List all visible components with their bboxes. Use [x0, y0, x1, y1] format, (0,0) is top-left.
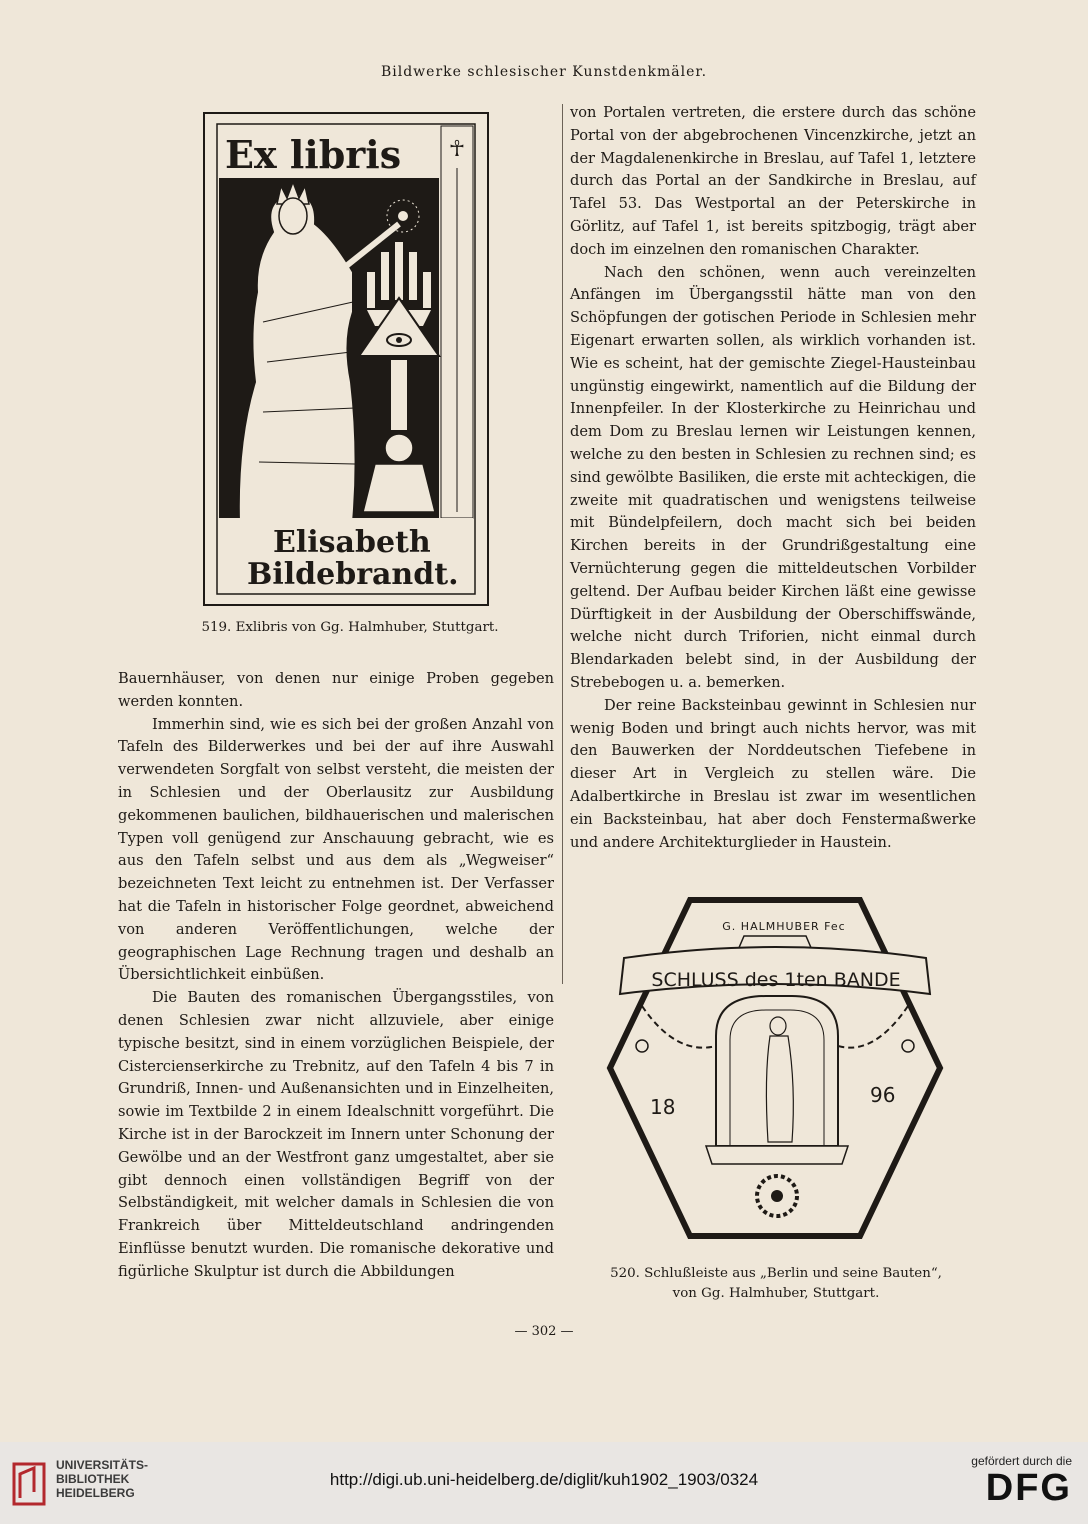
- library-name: UNIVERSITÄTS- BIBLIOTHEK HEIDELBERG: [56, 1458, 149, 1500]
- exlibris-heading: Ex libris: [225, 132, 402, 177]
- artist-signature: G. HALMHUBER Fec: [722, 920, 846, 933]
- exlibris-name-line2: Bildebrandt.: [247, 557, 459, 592]
- year-left: 18: [650, 1095, 676, 1119]
- caption-519: 519. Exlibris von Gg. Halmhuber, Stuttgart.: [201, 620, 499, 635]
- caption-520-line1: 520. Schlußleiste aus „Berlin und seine Bauten“,: [610, 1266, 942, 1281]
- right-paragraph-3: Der reine Backsteinbau gewinnt in Schlesien nur wenig Boden und bringt auch nichts hervor, was mit den Bauwerken der Norddeutschen Tiefebene in dieser Art in Vergleich zu stellen wäre. Die Adalbertkirche in Breslau ist zwar im wesentlichen ein Backsteinbau, hat aber doch Fenstermaßwerke und andere Architekturglieder in Haustein.: [570, 696, 976, 851]
- digital-library-footer: [0, 1442, 1088, 1524]
- source-url-link[interactable]: http://digi.ub.uni-heidelberg.de/diglit/kuh1902_1903/0324: [329, 1470, 759, 1489]
- right-paragraph-1: von Portalen vertreten, die erstere durch das schöne Portal von der abgebrochenen Vincenzkirche, jetzt an der Magdalenenkirche in Breslau, auf Tafel 1, letztere durch das Portal an der Sandkirche in Breslau, auf Tafel 53. Das Westportal an der Peterskirche in Görlitz, auf Tafel 1, ist bereits spitzbogig, trägt aber doch im einzelnen den romanischen Charakter.: [570, 104, 976, 258]
- dfg-logo: DFG: [985, 1467, 1072, 1509]
- left-paragraph-2: Immerhin sind, wie es sich bei der großen Anzahl von Tafeln des Bilderwerkes und bei der auf ihre Auswahl verwendeten Sorgfalt von selbst versteht, die meisten der in Schlesien und der Oberlausitz zur Ausbildung gekommenen baulichen, bildhauerischen und malerischen Typen voll genügend zur Anschauung gebracht, wie es aus den Tafeln selbst und aus dem als „Wegweiser“ bezeichneten Text leicht zu entnehmen ist. Der Verfasser hat die Tafeln in historischer Folge geordnet, abweichend von anderen Veröffentlichungen, welche der geographischen Lage Rechnung tragen und deshalb an Übersichtlichkeit einbüßen.: [118, 715, 554, 984]
- caption-520-line2: von Gg. Halmhuber, Stuttgart.: [672, 1286, 880, 1301]
- year-right: 96: [870, 1083, 896, 1107]
- left-paragraph-1: Bauernhäuser, von denen nur einige Proben gegeben werden konnten.: [118, 670, 554, 710]
- left-column: [118, 668, 554, 1284]
- column-rule: [562, 104, 563, 984]
- funder-text: gefördert durch die: [971, 1454, 1072, 1468]
- page-number: — 302 —: [514, 1324, 574, 1339]
- exlibris-woodcut: [203, 112, 489, 606]
- schlussleiste-drawing: [606, 896, 944, 1240]
- exlibris-name-line1: Elisabeth: [273, 525, 431, 560]
- figure-519-exlibris: [203, 112, 489, 606]
- right-column: [570, 102, 976, 854]
- svg-text:☥: ☥: [448, 137, 466, 162]
- right-paragraph-2: Nach den schönen, wenn auch vereinzelten Anfängen im Übergangsstil hätte man von den Schöpfungen der gotischen Periode in Schlesien mehr Eigenart erwarten sollen, als wirklich vorhanden ist. Wie es scheint, hat der gemischte Ziegel-Hausteinbau ungünstig eingewirkt, namentlich auf die Bildung der Innenpfeiler. In der Klosterkirche zu Heinrichau und dem Dom zu Breslau lernen wir Leistungen kennen, welche zu den besten in Schlesien zu rechnen sind; es sind gewölbte Basiliken, die erste mit achteckigen, die zweite mit quadratischen und wenigstens teilweise mit Bündelpfeilern, doch macht sich bei beiden Kirchen bereits in der Grundrißgestaltung eine Vernüchterung gegen die mitteldeutschen Vorbilder geltend. Der Aufbau beider Kirchen läßt eine gewisse Dürftigkeit in der Ausbildung der Oberschiffswände, welche nicht durch Triforien, nicht einmal durch Blendarkaden belebt sind, in der Ausbildung der Strebebogen u. a. bemerken.: [570, 263, 976, 691]
- banner-text: SCHLUSS des 1ten BANDE: [651, 969, 901, 991]
- figure-520-schlussleiste: [606, 896, 944, 1240]
- funder-block: [971, 1454, 1072, 1508]
- left-paragraph-3: Die Bauten des romanischen Übergangsstiles, von denen Schlesien zwar nicht allzuviele, aber einige typische besitzt, sind in einem vorzüglichen Beispiele, der Cistercienserkirche zu Trebnitz, auf den Tafeln 4 bis 7 in Grundriß, Innen- und Außenansichten und in Einzelheiten, sowie im Textbilde 2 in einem Idealschnitt vorgeführt. Die Kirche ist in der Barockzeit im Innern unter Schonung der Gewölbe und an der Westfront ganz umgestaltet, aber sie gibt dennoch einen vollständigen Begriff von der Selbständigkeit, mit welcher damals in Schlesien die von Frankreich über Mitteldeutschland andringenden Einflüsse benutzt wurden. Die romanische dekorative und figürliche Skulptur ist durch die Abbildungen: [118, 989, 554, 1280]
- running-header: Bildwerke schlesischer Kunstdenkmäler.: [380, 64, 708, 80]
